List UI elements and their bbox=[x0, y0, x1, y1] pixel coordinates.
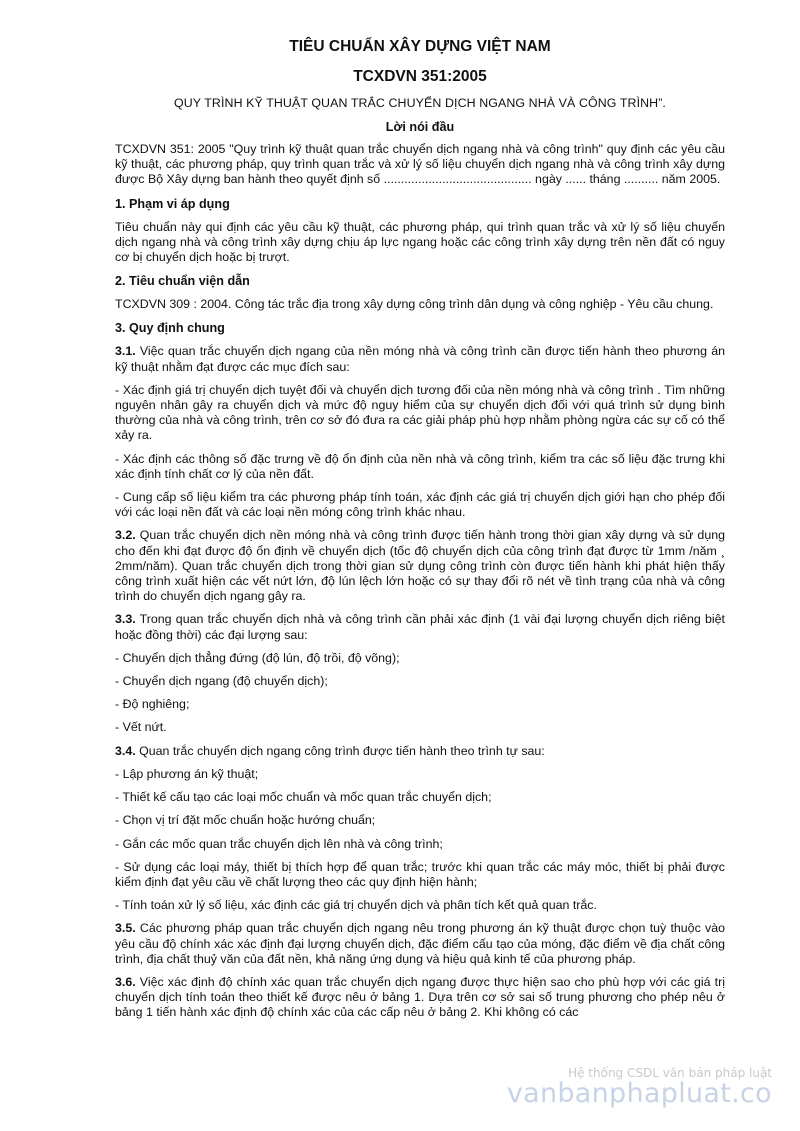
clause-3-2 bbox=[115, 528, 725, 604]
clause-number: 3.5. bbox=[115, 921, 136, 936]
watermark bbox=[506, 1066, 772, 1109]
clause-3-4-bullet: - Thiết kế cấu tạo các loại mốc chuẩn và mốc quan trắc chuyển dịch; bbox=[115, 790, 492, 805]
clause-3-3 bbox=[115, 612, 725, 642]
clause-3-3-bullet: - Độ nghiêng; bbox=[115, 697, 190, 712]
foreword-heading: Lời nói đầu bbox=[385, 120, 455, 134]
clause-3-4-bullet: - Gắn các mốc quan trắc chuyển dịch lên nhà và công trình; bbox=[115, 836, 443, 851]
section-2-heading: 2. Tiêu chuẩn viện dẫn bbox=[115, 274, 250, 289]
clause-text: Việc quan trắc chuyển dịch ngang của nền móng nhà và công trình cần được tiến hành theo phương án kỹ thuật nhằm đạt được các mục đích sau: bbox=[115, 344, 725, 374]
clause-text: Quan trắc chuyển dịch nền móng nhà và công trình được tiến hành trong thời gian xây dựng và sử dụng cho đến khi đạt được độ ổn định về chuyển dịch (tốc độ chuyển dịch của công trình đạt được từ 1mm /năm ¸ 2mm/năm). Quan trắc chuyển dịch trong thời gian sử dụng công trình còn được tiến hành khi phát hiện thấy công trình xuất hiện các vết nứt lớn, độ lún lệch lớn hoặc có sự thay đổi rõ nét về tình trạng của nhà và công trình do chuyển dịch ngang gây ra. bbox=[115, 528, 725, 604]
clause-3-1-bullet: - Xác định giá trị chuyển dịch tuyệt đối và chuyển dịch tương đối của nền móng nhà và công trình . Tìm những nguyên nhân gây ra chuyển dịch và mức độ nguy hiểm của sự chuyển dịch đối với quá trình sử dụng bình thường của nhà và công trình, trên cơ sở đó đưa ra các giải pháp phù hợp nhằm phòng ngừa các sự cố có thể xảy ra. bbox=[115, 382, 725, 443]
clause-number: 3.3. bbox=[115, 612, 136, 627]
clause-3-3-bullet: - Chuyển dịch ngang (độ chuyển dịch); bbox=[115, 674, 328, 689]
document-title: TIÊU CHUẨN XÂY DỰNG VIỆT NAM bbox=[289, 38, 551, 55]
clause-text: Việc xác định độ chính xác quan trắc chuyển dịch ngang được thực hiện sao cho phù hợp với các giá trị chuyển dịch tính toán theo thiết kế được nêu ở bảng 1. Dựa trên cơ sở sai số trung phương cho phép nêu ở bảng 1 tiến hành xác định độ chính xác của các cấp nêu ở bảng 2. Khi không có các bbox=[115, 974, 725, 1020]
clause-3-3-bullet: - Chuyển dịch thẳng đứng (độ lún, độ trồi, độ võng); bbox=[115, 650, 400, 665]
document-page bbox=[115, 36, 725, 1029]
clause-3-4-bullet: - Sử dụng các loại máy, thiết bị thích hợp để quan trắc; trước khi quan trắc các máy móc, thiết bị phải được kiểm định đạt yêu cầu về chất lượng theo các quy định hiện hành; bbox=[115, 859, 725, 889]
clause-3-4-bullet: - Lập phương án kỹ thuật; bbox=[115, 766, 259, 781]
clause-number: 3.1. bbox=[115, 344, 136, 359]
clause-text: Các phương pháp quan trắc chuyển dịch ngang nêu trong phương án kỹ thuật được chọn tuỳ thuộc vào yêu cầu độ chính xác xác định đại lượng chuyển dịch, đặc điểm cấu tạo của móng, đặc điểm về địa chất công trình, địa chất thuỷ văn của đất nền, khả năng ứng dụng và hiệu quả kinh tế của phương pháp. bbox=[115, 921, 725, 966]
clause-3-4-bullet: - Chọn vị trí đặt mốc chuẩn hoặc hướng chuẩn; bbox=[115, 813, 376, 828]
section-1-paragraph: Tiêu chuẩn này qui định các yêu cầu kỹ thuật, các phương pháp, qui trình quan trắc và xử lý số liệu chuyển dịch ngang nhà và công trình xây dựng chịu áp lực ngang hoặc các công trình xây dựng trên nền đất có nguy cơ bị chuyển dịch hoặc bị trượt. bbox=[115, 219, 725, 265]
clause-3-4-bullet: - Tính toán xử lý số liệu, xác định các giá trị chuyển dịch và phân tích kết quả quan trắc. bbox=[115, 898, 597, 913]
clause-3-1 bbox=[115, 344, 725, 374]
clause-3-5 bbox=[115, 921, 725, 967]
section-2-paragraph: TCXDVN 309 : 2004. Công tác trắc địa trong xây dựng công trình dân dụng và công nghiệp - Yêu cầu chung. bbox=[115, 297, 714, 312]
clause-3-3-bullet: - Vết nứt. bbox=[115, 720, 167, 735]
document-subtitle: QUY TRÌNH KỸ THUẬT QUAN TRẮC CHUYỂN DỊCH NGANG NHÀ VÀ CÔNG TRÌNH”. bbox=[174, 96, 666, 110]
clause-3-1-bullet: - Cung cấp số liệu kiểm tra các phương pháp tính toán, xác định các giá trị chuyển dịch giới hạn cho phép đối với các loại nền đất và các loại nền móng công trình khác nhau. bbox=[115, 490, 725, 520]
clause-number: 3.6. bbox=[115, 974, 136, 989]
standard-code: TCXDVN 351:2005 bbox=[353, 68, 487, 85]
clause-3-4 bbox=[115, 744, 725, 759]
clause-number: 3.2. bbox=[115, 528, 136, 543]
watermark-logo-text: vanbanphapluat.co bbox=[506, 1078, 772, 1109]
clause-3-1-bullet: - Xác định các thông số đặc trưng về độ ổn định của nền nhà và công trình, kiểm tra các số liệu đặc trưng khi xác định tính chất cơ lý của nền đất. bbox=[115, 451, 725, 481]
foreword-paragraph: TCXDVN 351: 2005 "Quy trình kỹ thuật quan trắc chuyển dịch ngang nhà và công trình" quy định các yêu cầu kỹ thuật, các phương pháp, quy trình quan trắc và xử lý số liệu chuyển dịch ngang nhà và công trình xây dựng được Bộ Xây dựng ban hành theo quyết định số ........................................... ngày ...... tháng .......... năm 2005. bbox=[115, 142, 725, 187]
watermark-caption: Hệ thống CSDL văn bản pháp luật bbox=[568, 1066, 772, 1080]
clause-number: 3.4. bbox=[115, 743, 136, 758]
section-1-heading: 1. Phạm vi áp dụng bbox=[115, 196, 230, 211]
clause-text: Quan trắc chuyển dịch ngang công trình được tiến hành theo trình tự sau: bbox=[135, 743, 545, 758]
clause-3-6 bbox=[115, 975, 725, 1021]
section-3-heading: 3. Quy định chung bbox=[115, 321, 225, 336]
clause-text: Trong quan trắc chuyển dịch nhà và công trình cần phải xác định (1 vài đại lượng chuyển dịch riêng biệt hoặc đồng thời) các đại lượng sau: bbox=[115, 612, 725, 642]
